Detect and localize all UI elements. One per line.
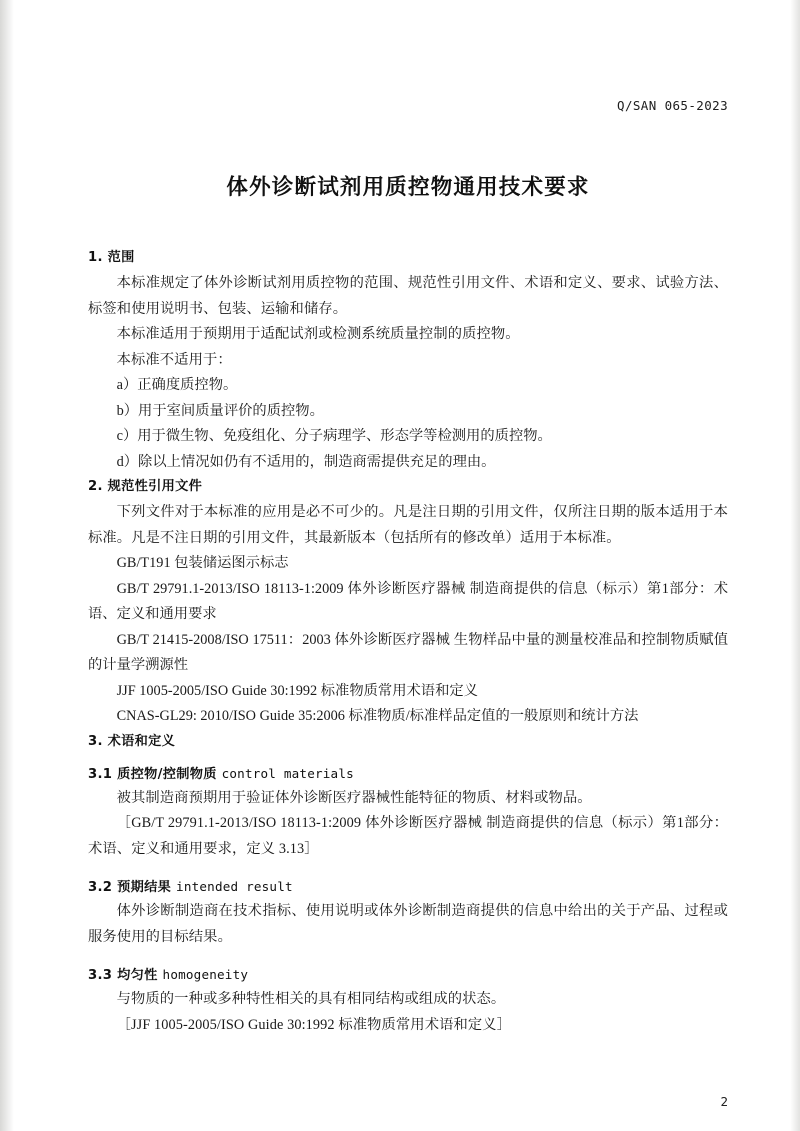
reference-item: CNAS-GL29: 2010/ISO Guide 35:2006 标准物质/标准样品定值的一般原则和统计方法 (116, 708, 639, 724)
normative-references-paragraph: 下列文件对于本标准的应用是必不可少的。凡是注日期的引用文件，仅所注日期的版本适用于本标准。凡是不注日期的引用文件，其最新版本（包括所有的修改单）适用于本标准。 (88, 504, 728, 546)
section-heading-scope: 1. 范围 (88, 250, 135, 265)
scope-paragraph-3: 本标准不适用于： (116, 351, 232, 368)
subsection-title-en: homogeneity (162, 967, 249, 982)
subsection-3-1-source: ［GB/T 29791.1-2013/ISO 18113-1:2009 体外诊断医疗器械 制造商提供的信息（标示）第1部分：术语、定义和通用要求，定义 3.13］ (88, 815, 728, 857)
subsection-heading-3-1 (88, 763, 728, 782)
subsection-3-3-paragraph: 与物质的一种或多种特性相关的具有相同结构或组成的状态。 (116, 991, 506, 1007)
section-heading-normative-references: 2. 规范性引用文件 (88, 479, 203, 494)
scope-paragraph-1: 本标准规定了体外诊断试剂用质控物的范围、规范性引用文件、术语和定义、要求、试验方法、标签和使用说明书、包装、运输和储存。 (88, 275, 728, 317)
scope-list-item: b）用于室间质量评价的质控物。 (116, 402, 324, 419)
subsection-title-cn: 预期结果 (117, 880, 172, 895)
subsection-heading-3-3 (88, 964, 728, 983)
subsection-3-3-source: ［JJF 1005-2005/ISO Guide 30:1992 标准物质常用术语和定义］ (116, 1016, 512, 1033)
subsection-number: 3.1 (88, 766, 113, 782)
section-heading-terms: 3. 术语和定义 (88, 733, 176, 749)
scope-list-item: c）用于微生物、免疫组化、分子病理学、形态学等检测用的质控物。 (116, 428, 552, 444)
scope-list-item: d）除以上情况如仍有不适用的，制造商需提供充足的理由。 (116, 453, 496, 470)
subsection-number: 3.2 (88, 880, 113, 895)
subsection-title-en: control materials (221, 765, 354, 781)
document-body (88, 246, 728, 1038)
subsection-3-2-paragraph: 体外诊断制造商在技术指标、使用说明或体外诊断制造商提供的信息中给出的关于产品、过程或服务使用的目标结果。 (88, 903, 728, 945)
page-title: 体外诊断试剂用质控物通用技术要求 (226, 175, 590, 200)
subsection-heading-3-2 (88, 876, 728, 895)
subsection-number: 3.3 (88, 968, 113, 983)
reference-item: GB/T 29791.1-2013/ISO 18113-1:2009 体外诊断医疗器械 制造商提供的信息（标示）第1部分：术语、定义和通用要求 (88, 580, 728, 622)
subsection-title-cn: 质控物/控制物质 (117, 766, 217, 782)
reference-item: GB/T191 包装储运图示标志 (116, 555, 289, 571)
reference-item: GB/T 21415-2008/ISO 17511：2003 体外诊断医疗器械 生物样品中量的测量校准品和控制物质赋值的计量学溯源性 (88, 631, 728, 673)
subsection-3-1-paragraph: 被其制造商预期用于验证体外诊断医疗器械性能特征的物质、材料或物品。 (116, 789, 592, 806)
scope-list-item: a）正确度质控物。 (116, 377, 238, 393)
reference-item: JJF 1005-2005/ISO Guide 30:1992 标准物质常用术语和定义 (116, 682, 478, 699)
subsection-title-cn: 均匀性 (117, 968, 158, 983)
page-number: 2 (720, 1094, 728, 1109)
page-content (88, 0, 728, 1131)
scope-paragraph-2: 本标准适用于预期用于适配试剂或检测系统质量控制的质控物。 (116, 326, 520, 342)
standard-code: Q/SAN 065-2023 (617, 98, 728, 113)
subsection-title-en: intended result (176, 879, 293, 894)
